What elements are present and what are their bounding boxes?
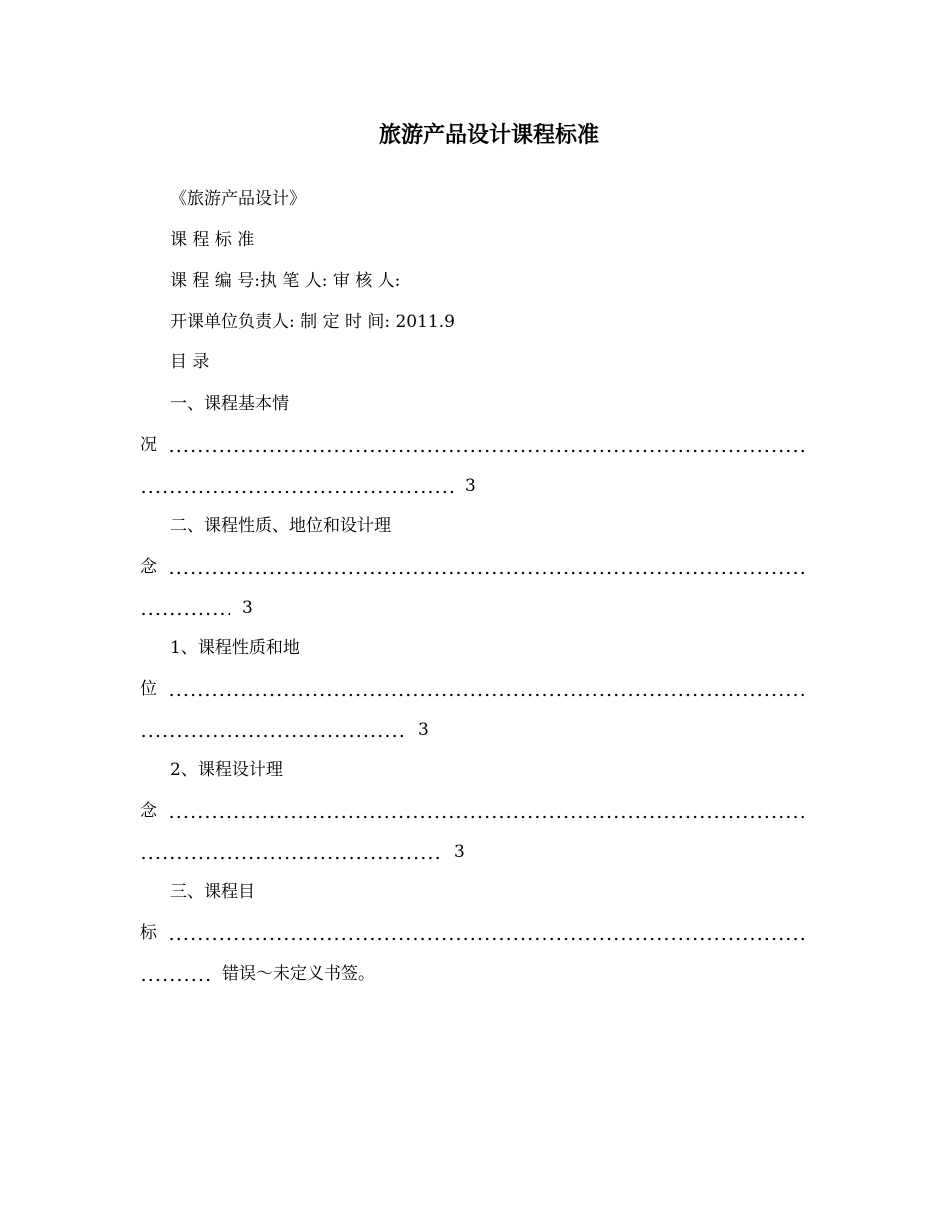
toc-dot-leader: [140, 475, 453, 497]
toc-entry-leader-line: [140, 678, 808, 700]
toc-entry-tail-char: 标: [140, 923, 157, 943]
toc-entry-tail-char: 念: [140, 557, 157, 577]
toc-dot-leader: [168, 800, 808, 822]
course-code-line: 课 程 编 号:执 笔 人: 审 核 人:: [170, 271, 401, 291]
toc-entry-tail-char: 况: [140, 435, 157, 455]
toc-entry-leader-line: [140, 434, 808, 456]
toc-entry-head: 一、课程基本情: [170, 394, 289, 414]
toc-page-number: 错误～未定义书签。: [222, 964, 375, 984]
toc-entry-page-line: [140, 841, 465, 863]
toc-entry-page-line: [140, 597, 253, 619]
course-standard-line: 课 程 标 准: [170, 230, 255, 250]
toc-entry-page-line: [140, 475, 476, 497]
toc-dot-leader: [140, 719, 406, 741]
document-title: 旅游产品设计课程标准: [378, 122, 599, 148]
toc-dot-leader: [140, 841, 442, 863]
toc-dot-leader: [168, 678, 808, 700]
toc-page-number: 3: [465, 476, 476, 496]
toc-dot-leader: [140, 963, 210, 985]
toc-page-number: 3: [242, 598, 253, 618]
toc-entry-head: 2、课程设计理: [170, 760, 283, 780]
toc-dot-leader: [168, 556, 808, 578]
course-unit-line: 开课单位负责人: 制 定 时 间: 2011.9: [170, 312, 455, 332]
toc-entry-head: 三、课程目: [170, 882, 255, 902]
toc-heading: 目 录: [170, 352, 210, 372]
toc-entry-head: 1、课程性质和地: [170, 638, 300, 658]
toc-entry-head: 二、课程性质、地位和设计理: [170, 516, 391, 536]
toc-dot-leader: [140, 597, 230, 619]
toc-dot-leader: [168, 434, 808, 456]
toc-dot-leader: [168, 922, 808, 944]
toc-entry-tail-char: 念: [140, 801, 157, 821]
toc-entry-tail-char: 位: [140, 679, 157, 699]
toc-page-number: 3: [454, 842, 465, 862]
toc-entry-leader-line: [140, 800, 808, 822]
toc-page-number: 3: [418, 720, 429, 740]
toc-entry-leader-line: [140, 922, 808, 944]
toc-entry-page-line: [140, 719, 429, 741]
course-name-line: 《旅游产品设计》: [170, 189, 306, 209]
toc-entry-leader-line: [140, 556, 808, 578]
toc-entry-page-line: [140, 963, 375, 985]
